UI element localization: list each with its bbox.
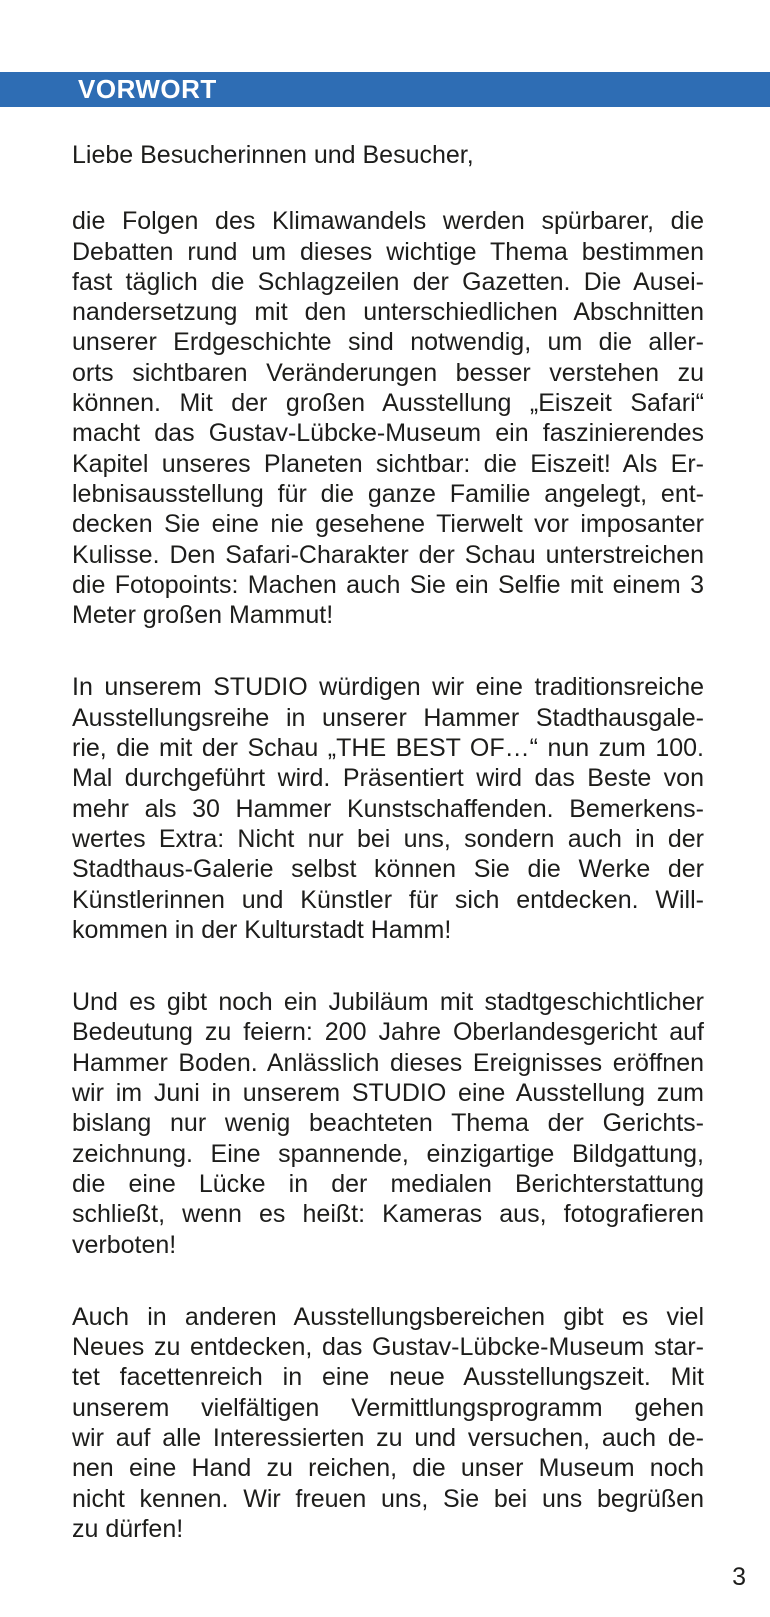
text-line: Kapitel unseres Planeten sichtbar: die Eiszeit! Als Er-	[72, 449, 704, 478]
text-line: die eine Lücke in der medialen Berichterstattung	[72, 1169, 704, 1198]
text-line: Auch in anderen Ausstellungsbereichen gibt es viel	[72, 1302, 704, 1331]
text-line: nicht kennen. Wir freuen uns, Sie bei uns begrüßen	[72, 1484, 704, 1513]
text-line: nen eine Hand zu reichen, die unser Museum noch	[72, 1454, 704, 1483]
text-line: Hammer Boden. Anlässlich dieses Ereignisses eröffnen	[72, 1048, 704, 1077]
text-line: Ausstellungsreihe in unserer Hammer Stadthausgale-	[72, 703, 704, 732]
paragraph	[72, 672, 704, 945]
text-line: Künstlerinnen und Künstler für sich entdecken. Will-	[72, 885, 704, 914]
text-line: wir im Juni in unserem STUDIO eine Ausstellung zum	[72, 1079, 704, 1108]
text-line: lebnisausstellung für die ganze Familie angelegt, ent-	[72, 479, 704, 508]
text-line: Meter großen Mammut!	[72, 601, 334, 630]
text-line: können. Mit der großen Ausstellung „Eiszeit Safari“	[72, 389, 704, 418]
text-line: die Fotopoints: Machen auch Sie ein Selfie mit einem 3	[72, 570, 704, 599]
text-line: mehr als 30 Hammer Kunstschaffenden. Bemerkens-	[72, 794, 704, 823]
text-line: orts sichtbaren Veränderungen besser verstehen zu	[72, 358, 704, 387]
paragraph	[72, 987, 704, 1260]
text-line: unserer Erdgeschichte sind notwendig, um die aller-	[72, 328, 704, 357]
paragraph	[72, 1302, 704, 1544]
text-line: decken Sie eine nie gesehene Tierwelt vor imposanter	[72, 510, 704, 539]
text-line: Und es gibt noch ein Jubiläum mit stadtgeschichtlicher	[72, 988, 704, 1017]
body-paragraphs	[72, 206, 704, 1544]
text-line: die Folgen des Klimawandels werden spürbarer, die	[72, 207, 704, 236]
page-number: 3	[732, 1563, 746, 1591]
text-line: macht das Gustav-Lübcke-Museum ein faszinierendes	[72, 419, 704, 448]
text-line: wir auf alle Interessierten zu und versuchen, auch de-	[72, 1423, 704, 1452]
text-line: In unserem STUDIO würdigen wir eine traditionsreiche	[72, 673, 704, 702]
greeting-line: Liebe Besucherinnen und Besucher,	[72, 141, 474, 169]
text-line: bislang nur wenig beachteten Thema der Gerichts-	[72, 1109, 704, 1138]
text-line: zeichnung. Eine spannende, einzigartige Bildgattung,	[72, 1139, 704, 1168]
text-line: unserem vielfältigen Vermittlungsprogramm gehen	[72, 1393, 704, 1422]
text-line: nandersetzung mit den unterschiedlichen Abschnitten	[72, 298, 704, 327]
section-header-bar	[0, 72, 770, 107]
text-line: tet facettenreich in eine neue Ausstellungszeit. Mit	[72, 1363, 704, 1392]
text-line: verboten!	[72, 1230, 177, 1259]
text-line: Stadthaus-Galerie selbst können Sie die Werke der	[72, 855, 704, 884]
text-line: Bedeutung zu feiern: 200 Jahre Oberlandesgericht auf	[72, 1018, 704, 1047]
text-line: schließt, wenn es heißt: Kameras aus, fotografieren	[72, 1200, 704, 1229]
page-title: VORWORT	[78, 73, 217, 104]
text-line: wertes Extra: Nicht nur bei uns, sondern auch in der	[72, 824, 704, 853]
text-line: Debatten rund um dieses wichtige Thema bestimmen	[72, 237, 704, 266]
text-line: rie, die mit der Schau „THE BEST OF…“ nun zum 100.	[72, 734, 704, 763]
text-line: Kulisse. Den Safari-Charakter der Schau unterstreichen	[72, 540, 704, 569]
text-line: Mal durchgeführt wird. Präsentiert wird das Beste von	[72, 764, 704, 793]
paragraph	[72, 206, 704, 630]
body-text	[72, 140, 704, 1544]
text-line: zu dürfen!	[72, 1514, 184, 1543]
text-line: kommen in der Kulturstadt Hamm!	[72, 915, 452, 944]
text-line: fast täglich die Schlagzeilen der Gazetten. Die Ausei-	[72, 267, 704, 296]
text-line: Neues zu entdecken, das Gustav-Lübcke-Museum star-	[72, 1333, 704, 1362]
